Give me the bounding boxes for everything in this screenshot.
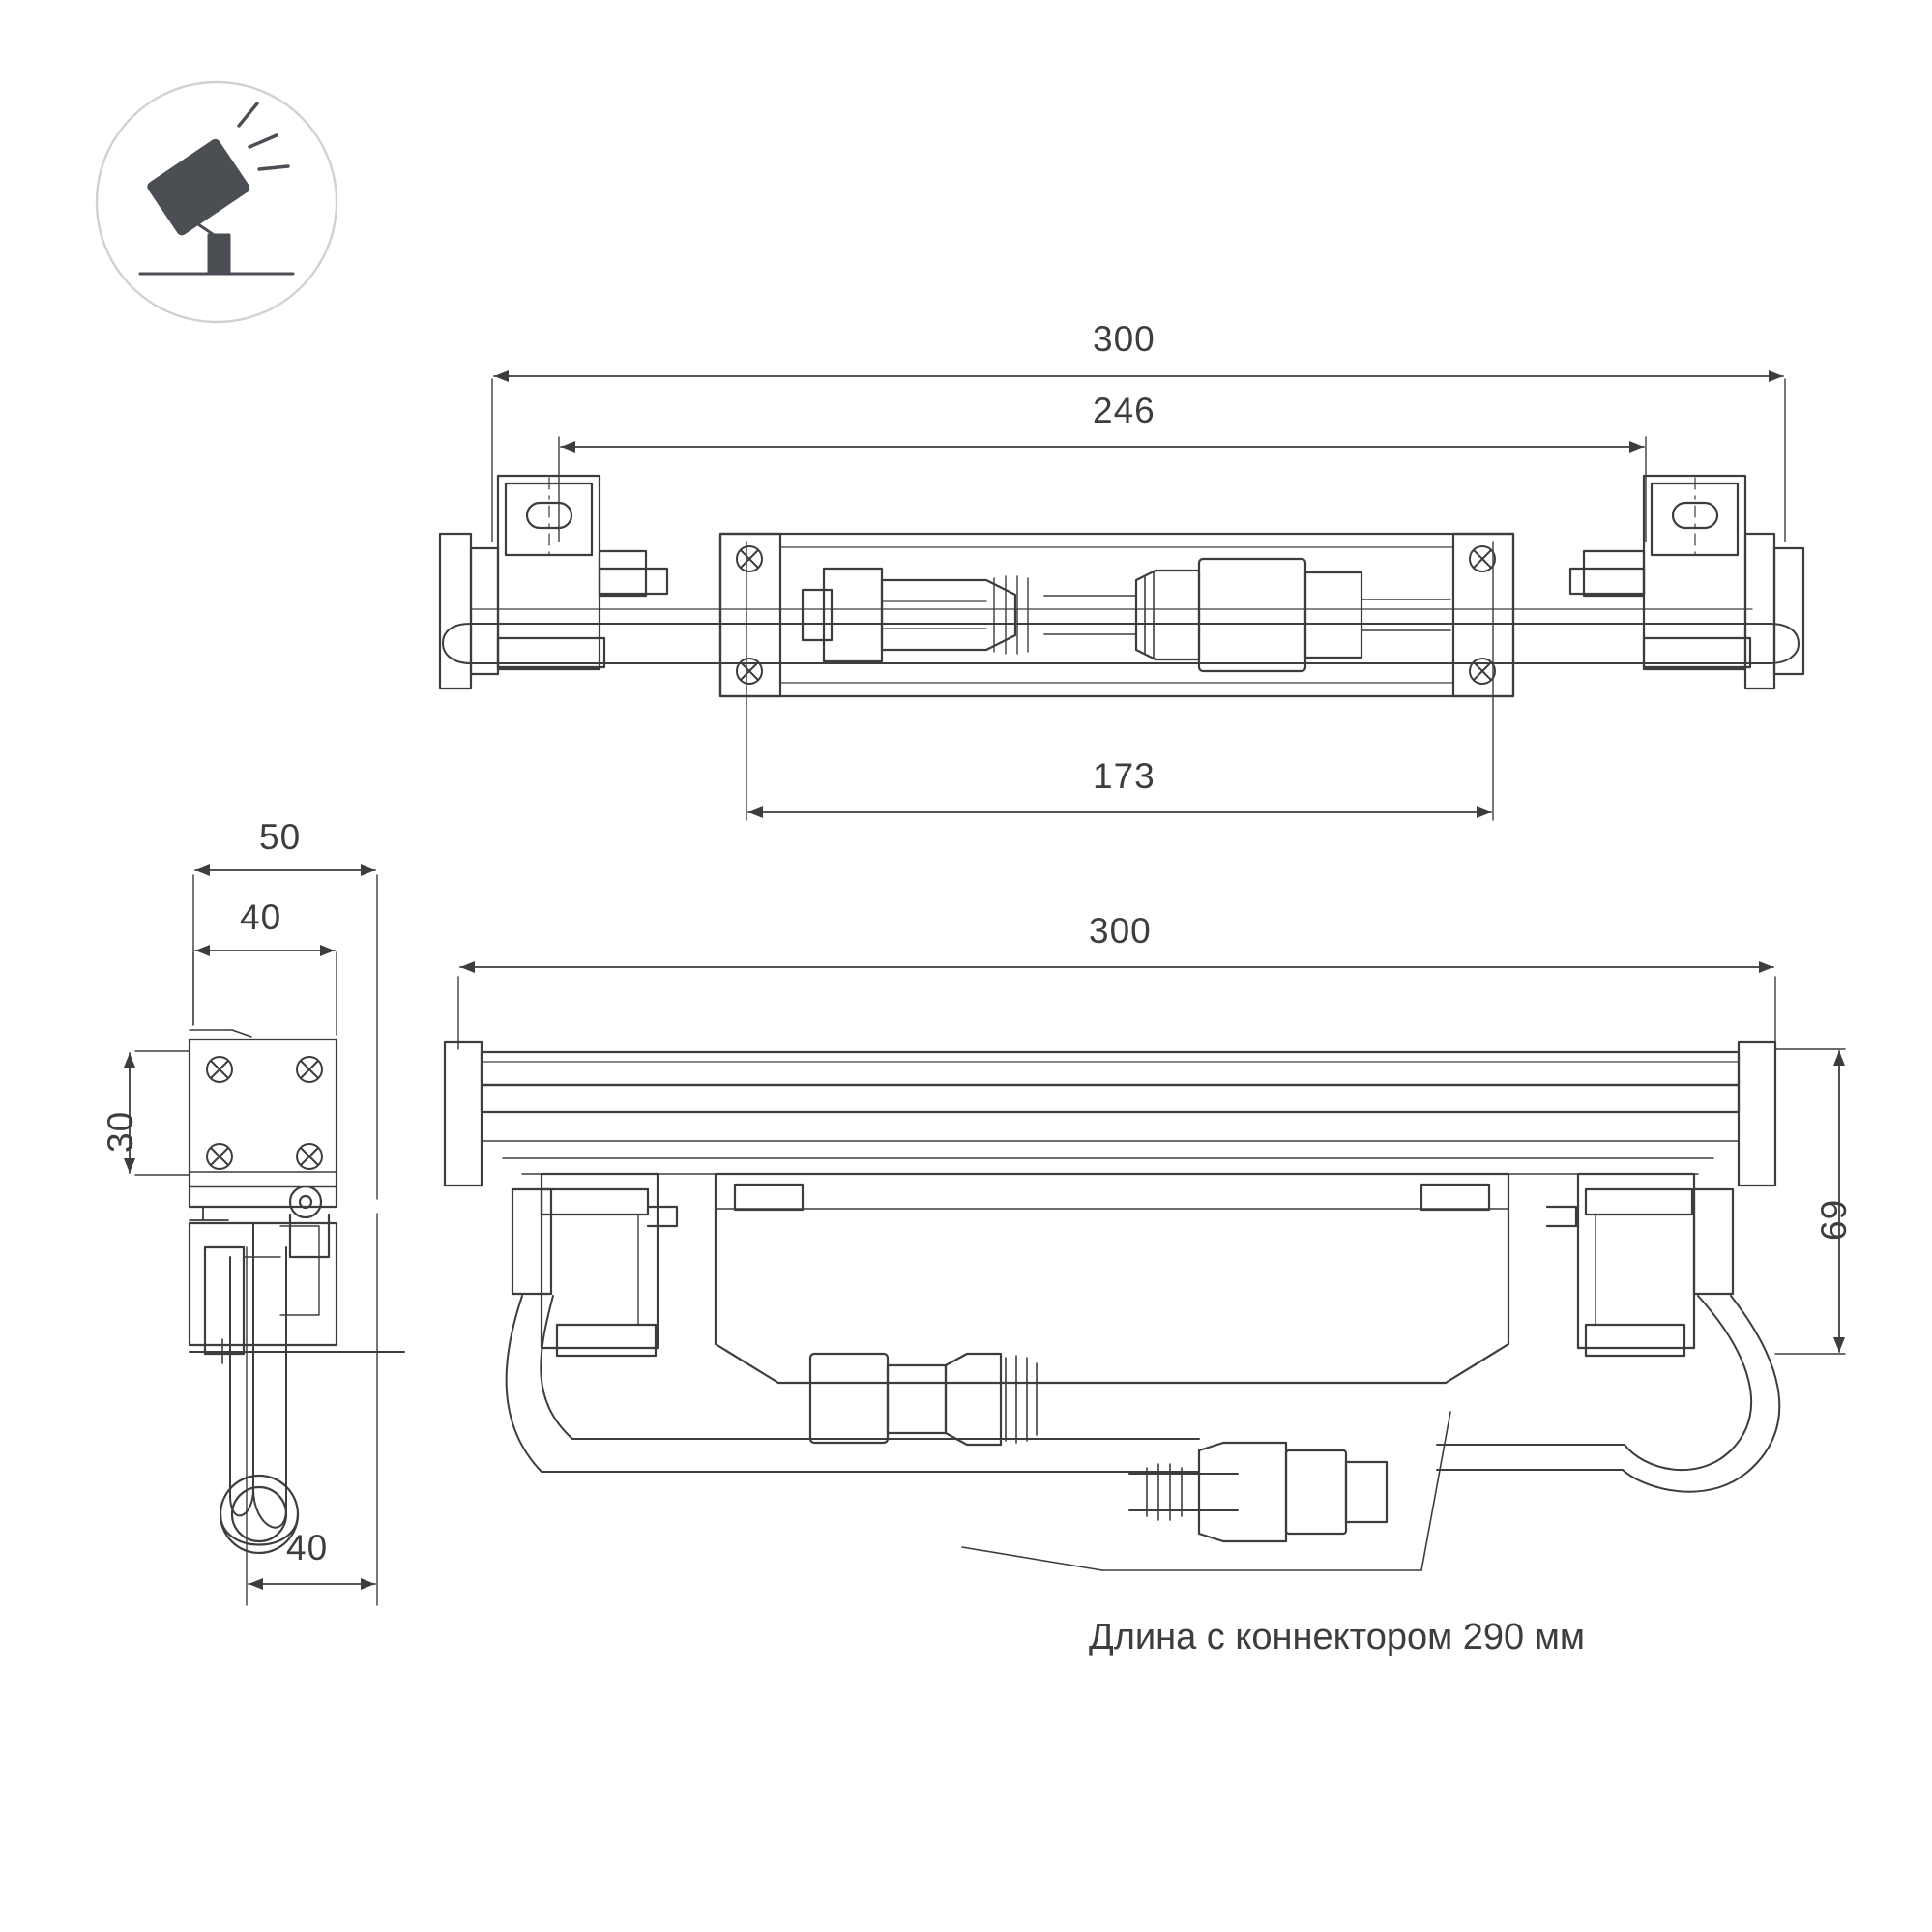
dim-top-body: 173: [1093, 756, 1156, 796]
top-view-geometry: [440, 376, 1803, 820]
front-view-geometry: [445, 967, 1845, 1570]
connector-length-note: Длина с коннектором 290 мм: [1089, 1617, 1585, 1657]
dim-side-width-bottom: 40: [286, 1528, 329, 1567]
dim-side-depth-inner: 40: [240, 897, 282, 937]
dim-front-overall: 300: [1089, 911, 1152, 951]
dim-side-depth-outer: 50: [259, 817, 302, 857]
dim-side-height: 30: [101, 1110, 140, 1153]
side-view-geometry: [130, 870, 404, 1605]
dim-top-mount-centers: 246: [1093, 391, 1156, 430]
mounting-type-icon: [97, 82, 337, 322]
dim-top-overall: 300: [1093, 319, 1156, 359]
dim-front-height: 69: [1814, 1198, 1854, 1241]
